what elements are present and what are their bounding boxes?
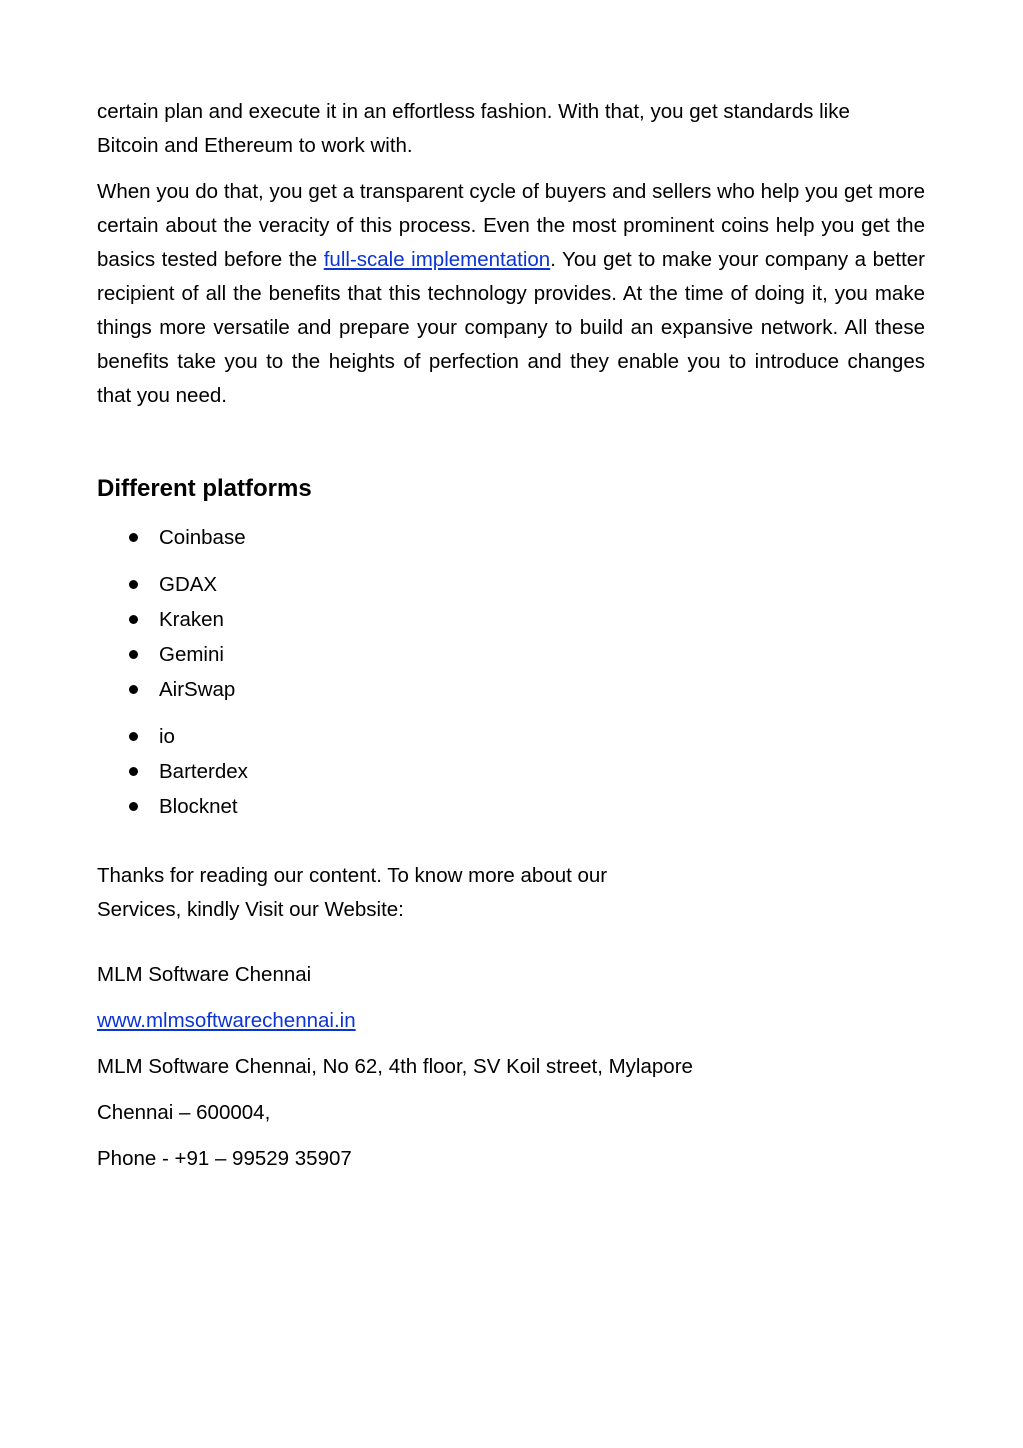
- body-text-after-link: . You get to make your company a better recipient of all the benefits that this technology provides. At the time of doing it, you make things more versatile and prepare your company to build an expansive network. All these benefits take you to the heights of perfection and they enable you to introduce changes that you need.: [97, 248, 926, 407]
- list-item: [97, 567, 497, 602]
- platforms-list: [97, 520, 497, 824]
- list-item: [97, 520, 497, 555]
- list-item: [97, 637, 497, 672]
- list-item-label: GDAX: [159, 573, 218, 596]
- city-line: Chennai – 600004,: [97, 1101, 271, 1124]
- closing-line-2: Services, kindly Visit our Website:: [97, 898, 404, 921]
- website-line: [97, 1006, 925, 1036]
- address-line: MLM Software Chennai, No 62, 4th floor, SV Koil street, Mylapore: [97, 1055, 693, 1078]
- body-text-before-link: When you do that, you get a transparent cycle of buyers and sellers who help you get more certain about the veracity of this process. Even the most prominent coins help you get the basics tested before the: [97, 180, 925, 271]
- list-item-label: io: [159, 725, 175, 748]
- platforms-heading: Different platforms: [97, 475, 312, 502]
- phone-line: Phone - +91 – 99529 35907: [97, 1147, 352, 1170]
- list-item-label: Gemini: [159, 643, 224, 666]
- bullet-icon: [129, 685, 138, 694]
- list-item: [97, 719, 497, 754]
- list-item-label: Coinbase: [159, 526, 246, 549]
- list-item-label: AirSwap: [159, 678, 236, 701]
- document-page: [97, 95, 926, 1170]
- bullet-icon: [129, 767, 138, 776]
- bullet-icon: [129, 802, 138, 811]
- intro-paragraph: certain plan and execute it in an effortless fashion. With that, you get standards like Bitcoin and Ethereum to work with.: [97, 100, 850, 157]
- bullet-icon: [129, 732, 138, 741]
- bullet-icon: [129, 580, 138, 589]
- website-link[interactable]: www.mlmsoftwarechennai.in: [97, 1009, 356, 1032]
- company-name: MLM Software Chennai: [97, 963, 312, 986]
- closing-line-1: Thanks for reading our content. To know more about our: [97, 864, 608, 887]
- bullet-icon: [129, 533, 138, 542]
- bullet-icon: [129, 615, 138, 624]
- closing-paragraph: [97, 859, 925, 927]
- list-item: [97, 602, 497, 637]
- list-item-label: Kraken: [159, 608, 224, 631]
- full-scale-implementation-link[interactable]: full-scale implementation: [323, 248, 551, 271]
- list-item: [97, 672, 497, 707]
- list-item-label: Barterdex: [159, 760, 248, 783]
- body-paragraph: [97, 175, 925, 413]
- list-item: [97, 754, 497, 789]
- list-item: [97, 789, 497, 824]
- list-item-label: Blocknet: [159, 795, 238, 818]
- bullet-icon: [129, 650, 138, 659]
